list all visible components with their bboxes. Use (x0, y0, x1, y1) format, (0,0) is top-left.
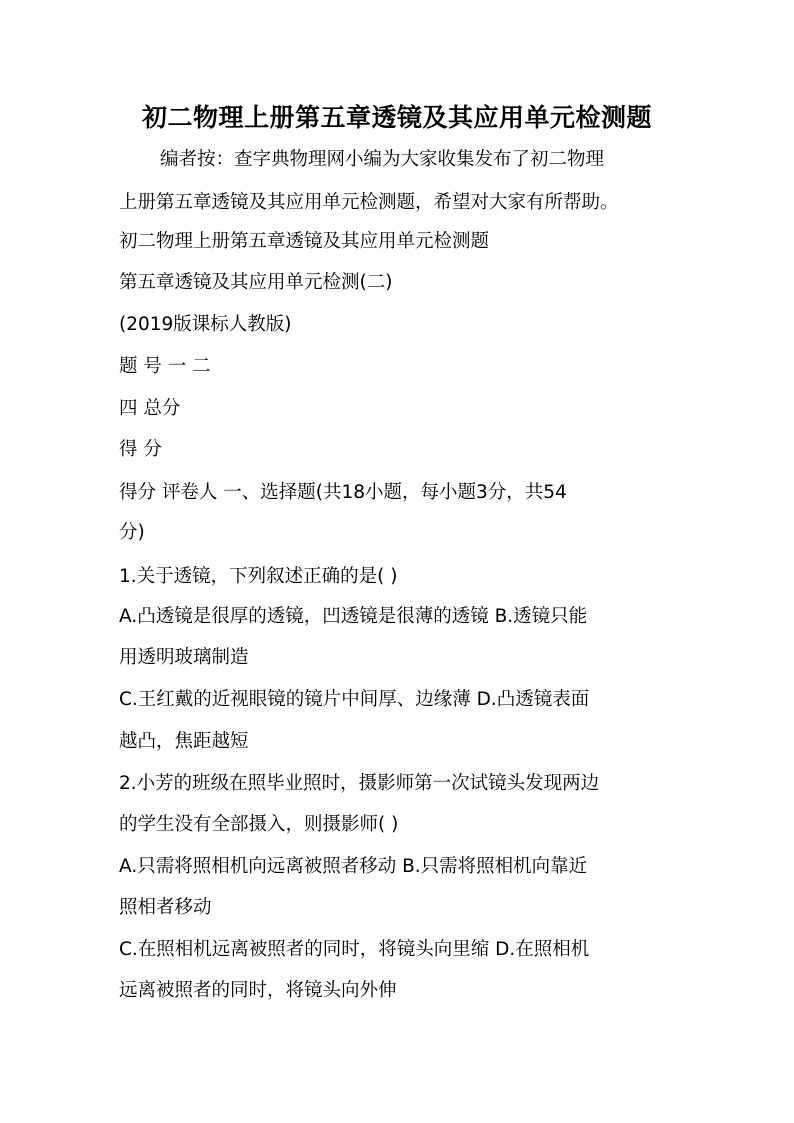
section-heading-line-2: 分) (119, 522, 145, 543)
subtitle-line: 初二物理上册第五章透镜及其应用单元检测题 (119, 231, 490, 252)
page-title: 初二物理上册第五章透镜及其应用单元检测题 (141, 103, 652, 132)
question-2-options-line-3: C.在照相机远离被照者的同时，将镜头向里缩 D.在照相机 (119, 939, 590, 960)
question-2-options-line-2: 照相者移动 (119, 897, 212, 918)
question-1-options-line-4: 越凸，焦距越短 (119, 731, 249, 752)
question-2-line-2: 的学生没有全部摄入，则摄影师( ) (119, 814, 399, 835)
section-heading-line-1: 得分 评卷人 一、选择题(共18小题，每小题3分，共54 (119, 482, 567, 503)
edition-note: (2019版课标人教版) (119, 314, 292, 335)
question-1-options-line-3: C.王红戴的近视眼镜的镜片中间厚、边缘薄 D.凸透镜表面 (119, 689, 590, 710)
score-table-row-1: 题 号 一 二 (119, 356, 211, 377)
question-1-options-line-2: 用透明玻璃制造 (119, 647, 249, 668)
question-2-options-line-1: A.只需将照相机向远离被照者移动 B.只需将照相机向靠近 (119, 856, 588, 877)
score-table-row-3: 得 分 (119, 439, 162, 460)
question-2-line-1: 2.小芳的班级在照毕业照时，摄影师第一次试镜头发现两边 (119, 773, 600, 794)
question-1-options-line-1: A.凸透镜是很厚的透镜，凹透镜是很薄的透镜 B.透镜只能 (119, 606, 588, 627)
question-1: 1.关于透镜，下列叙述正确的是( ) (119, 566, 398, 587)
editor-note-line-2: 上册第五章透镜及其应用单元检测题，希望对大家有所帮助。 (119, 192, 619, 213)
chapter-heading: 第五章透镜及其应用单元检测(二) (119, 272, 393, 293)
score-table-row-2: 四 总分 (119, 398, 181, 419)
question-2-options-line-4: 远离被照者的同时，将镜头向外伸 (119, 980, 397, 1001)
editor-note-line-1: 编者按：查字典物理网小编为大家收集发布了初二物理 (160, 149, 605, 170)
